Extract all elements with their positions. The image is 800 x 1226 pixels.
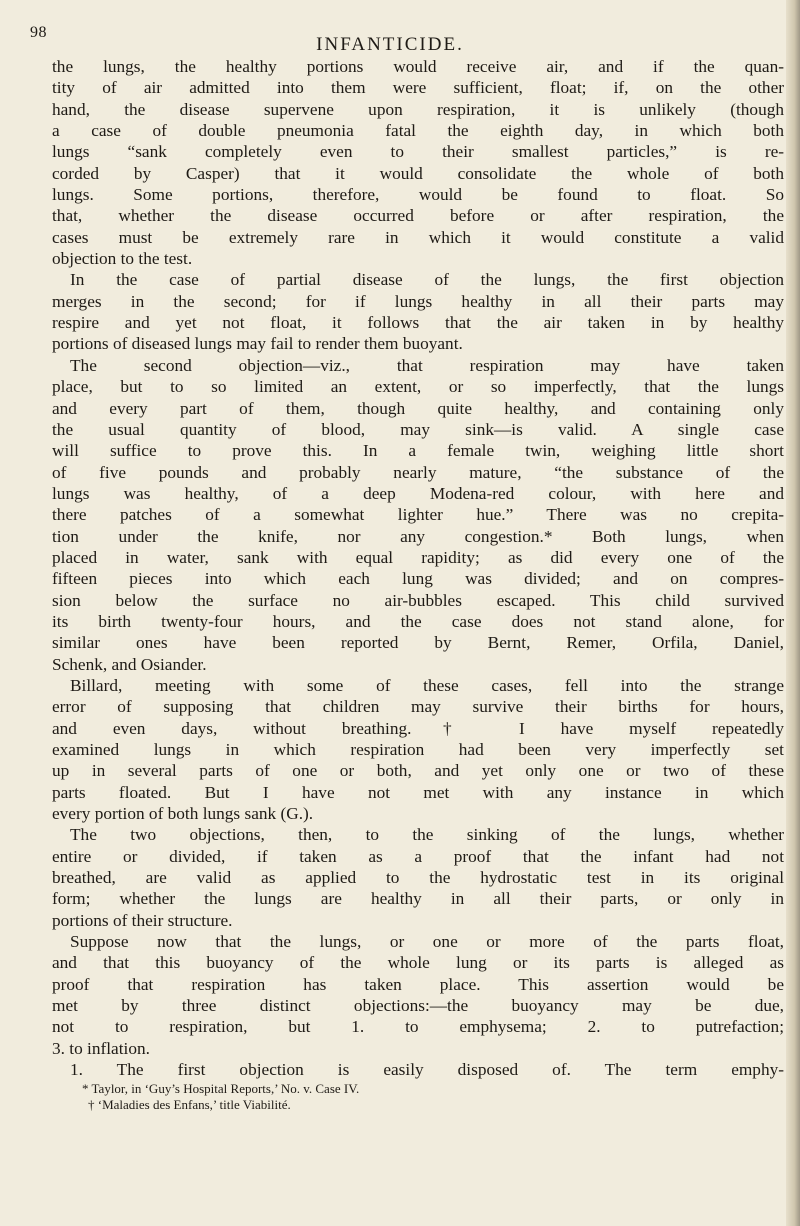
text-line: corded by Casper) that it would consolidate the whole of both — [52, 163, 784, 183]
text-line: objection to the test. — [52, 249, 193, 269]
text-line: respire and yet not float, it follows that the air taken in by healthy — [52, 313, 784, 333]
text-line: merges in the second; for if lungs healthy in all their parts may — [52, 291, 784, 311]
text-line: form; whether the lungs are healthy in all their parts, or only in — [52, 889, 784, 909]
footnote: * Taylor, in ‘Guy’s Hospital Reports,’ No. v. Case IV. — [82, 1080, 360, 1096]
text-line: every portion of both lungs sank (G.). — [52, 804, 314, 824]
page-edge — [786, 0, 800, 1226]
text-line: of five pounds and probably nearly mature, “the substance of the — [52, 462, 784, 482]
text-line: tion under the knife, nor any congestion.* Both lungs, when — [52, 526, 784, 546]
text-line: proof that respiration has taken place. This assertion would be — [52, 974, 784, 994]
text-line: place, but to so limited an extent, or so imperfectly, that the lungs — [52, 377, 784, 397]
text-line: examined lungs in which respiration had been very imperfectly set — [52, 740, 784, 759]
text-line: similar ones have been reported by Bernt, Remer, Orfila, Daniel, — [52, 633, 784, 653]
text-line: met by three distinct objections:—the buoyancy may be due, — [52, 996, 784, 1016]
text-line: that, whether the disease occurred before or after respiration, the — [52, 206, 784, 226]
text-line: there patches of a somewhat lighter hue.” There was no crepita- — [52, 505, 784, 525]
body-text — [52, 56, 784, 1113]
running-head — [0, 24, 780, 58]
footnote: † ‘Maladies des Enfans,’ title Viabilité. — [88, 1096, 291, 1112]
text-line: Schenk, and Osiander. — [52, 654, 207, 674]
text-line: tity of air admitted into them were sufficient, float; if, on the other — [52, 78, 784, 98]
text-lines — [52, 56, 784, 1081]
text-line: Suppose now that the lungs, or one or more of the parts float, — [70, 932, 784, 952]
text-line: The two objections, then, to the sinking of the lungs, whether — [70, 825, 784, 845]
text-line: Billard, meeting with some of these cases, fell into the strange — [70, 675, 784, 695]
text-line: sion below the surface no air-bubbles escaped. This child survived — [52, 590, 784, 610]
page-number: 98 — [30, 24, 47, 41]
text-line: cases must be extremely rare in which it would constitute a valid — [52, 227, 784, 247]
text-line: will suffice to prove this. In a female twin, weighing little short — [52, 441, 784, 461]
text-line: portions of their structure. — [52, 910, 233, 930]
text-line: 1. The first objection is easily disposed of. The term emphy- — [70, 1060, 784, 1080]
text-line: parts floated. But I have not met with any instance in which — [52, 782, 784, 802]
text-line: a case of double pneumonia fatal the eighth day, in which both — [52, 121, 784, 141]
text-line: and every part of them, though quite healthy, and containing only — [52, 398, 784, 418]
text-line: hand, the disease supervene upon respiration, it is unlikely (though — [52, 99, 784, 119]
text-line: entire or divided, if taken as a proof that the infant had not — [52, 846, 784, 866]
text-line: and even days, without breathing.† I have myself repeatedly — [52, 718, 784, 738]
running-title: INFANTICIDE. — [316, 34, 464, 55]
text-line: up in several parts of one or both, and yet only one or two of these — [52, 761, 784, 781]
text-line: lungs “sank completely even to their smallest particles,” is re- — [52, 142, 784, 162]
text-line: In the case of partial disease of the lungs, the first objection — [70, 270, 784, 290]
text-line: lungs was healthy, of a deep Modena-red colour, with here and — [52, 483, 784, 503]
text-line: portions of diseased lungs may fail to render them buoyant. — [52, 334, 463, 354]
text-line: lungs. Some portions, therefore, would be found to float. So — [52, 185, 784, 205]
text-line: placed in water, sank with equal rapidity; as did every one of the — [52, 547, 784, 567]
text-line: The second objection—viz., that respiration may have taken — [70, 355, 784, 375]
text-line: the usual quantity of blood, may sink—is valid. A single case — [52, 419, 784, 439]
text-line: its birth twenty-four hours, and the case does not stand alone, for — [52, 611, 784, 631]
text-line: not to respiration, but 1. to emphysema; 2. to putrefaction; — [52, 1017, 784, 1037]
footnotes — [52, 1081, 784, 1113]
text-line: and that this buoyancy of the whole lung or its parts is alleged as — [52, 953, 784, 973]
text-line: fifteen pieces into which each lung was divided; and on compres- — [52, 569, 784, 589]
text-line: the lungs, the healthy portions would receive air, and if the quan- — [52, 57, 784, 76]
text-line: error of supposing that children may survive their births for hours, — [52, 697, 784, 717]
text-line: breathed, are valid as applied to the hydrostatic test in its original — [52, 868, 784, 888]
text-line: 3. to inflation. — [52, 1038, 150, 1058]
